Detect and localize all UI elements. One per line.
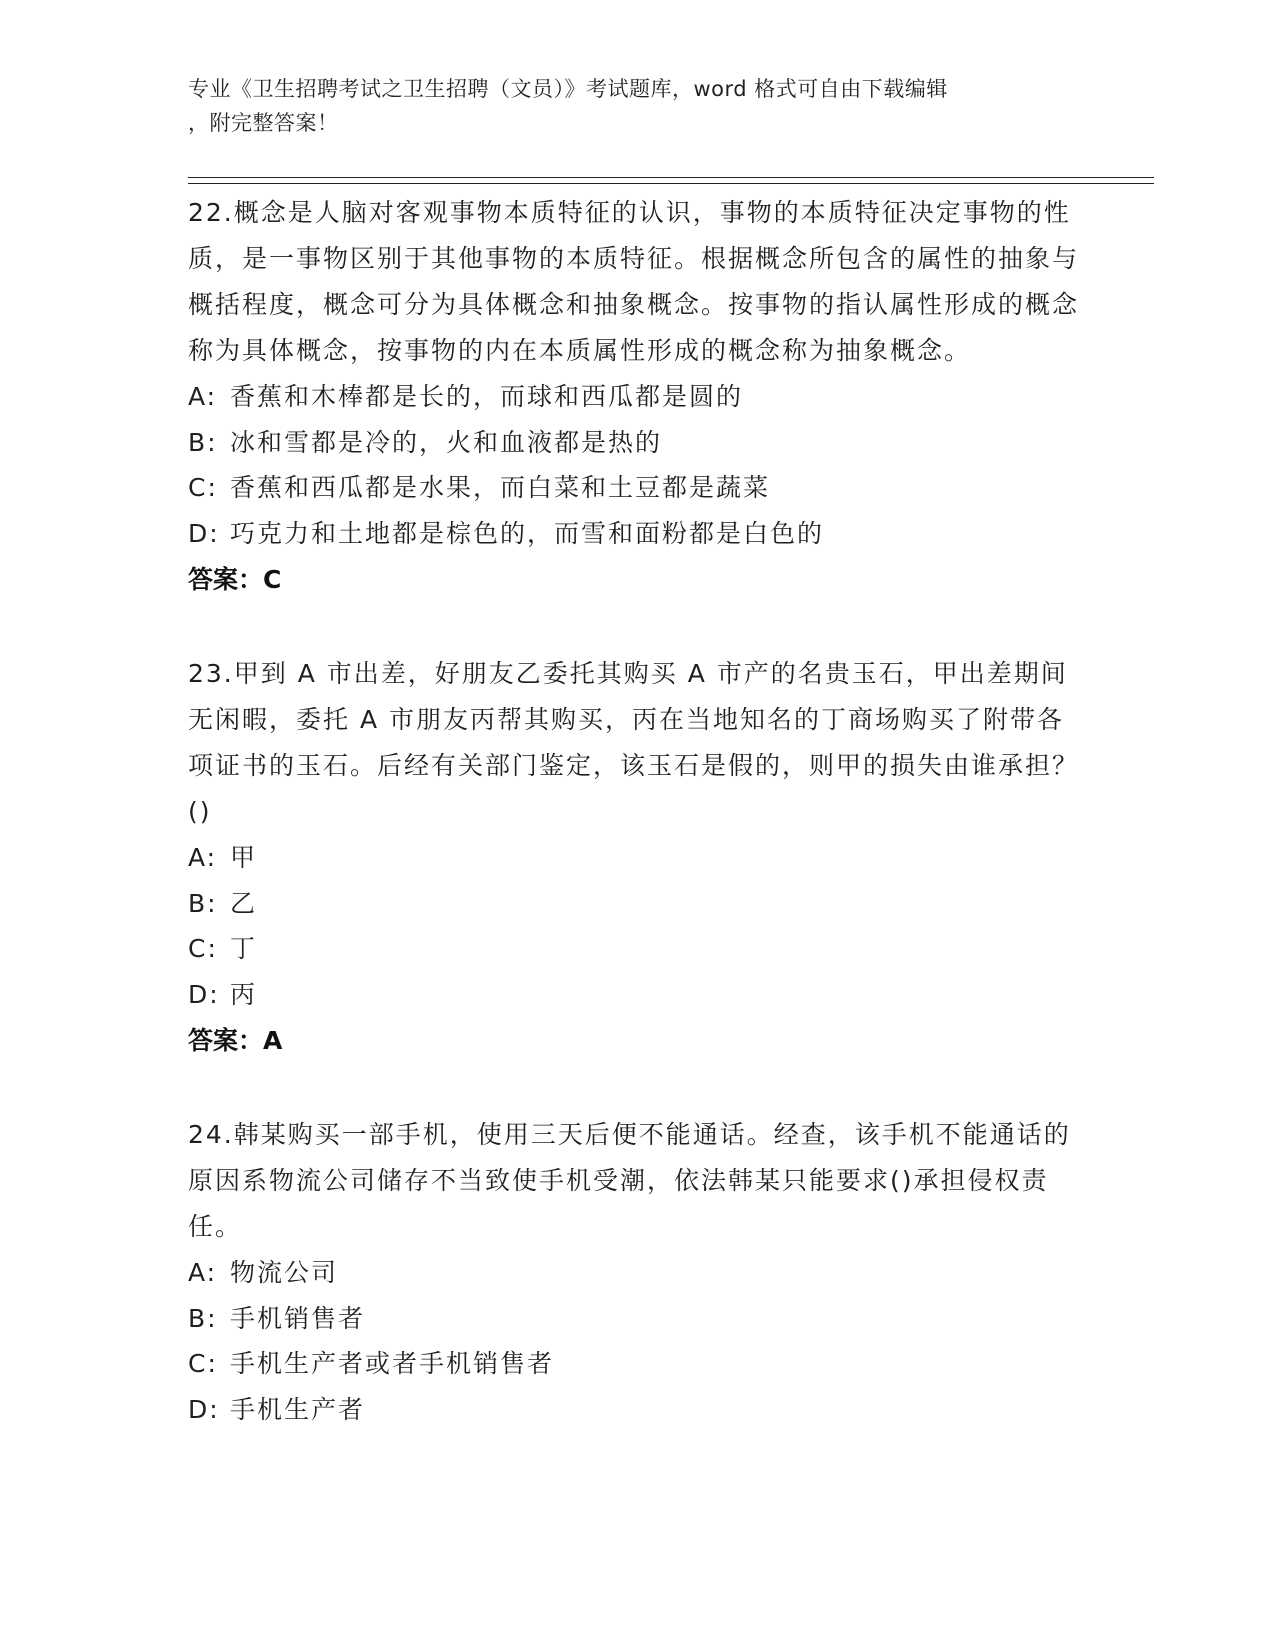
option-key: A:: [188, 382, 218, 411]
option-key: D:: [188, 1394, 220, 1424]
document-header: [188, 72, 1088, 140]
option-text: 冰和雪都是冷的，火和血液都是热的: [230, 427, 663, 457]
option-a: [188, 835, 1088, 881]
question-23: [188, 651, 1088, 1064]
option-key: B:: [188, 888, 218, 918]
option-text: 手机生产者: [230, 1394, 366, 1424]
answer-label: 答案：C: [188, 565, 282, 594]
option-text: 乙: [230, 888, 258, 918]
header-line-2: ，附完整答案！: [188, 111, 339, 135]
option-key: A:: [188, 1258, 218, 1287]
header-rule-top: [188, 177, 1154, 178]
question-text: 22.概念是人脑对客观事物本质特征的认识，事物的本质特征决定事物的性质，是一事物区别于其他事物的本质特征。根据概念所包含的属性的抽象与概括程度，概念可分为具体概念和抽象概念。按事物的指认属性形成的概念称为具体概念，按事物的内在本质属性形成的概念称为抽象概念。: [188, 198, 1080, 365]
option-b: [188, 1296, 1088, 1342]
option-text: 物流公司: [230, 1258, 339, 1287]
question-24: [188, 1112, 1088, 1432]
option-text: 巧克力和土地都是棕色的，而雪和面粉都是白色的: [230, 518, 825, 548]
option-b: [188, 420, 1088, 466]
option-c: [188, 926, 1088, 972]
option-a: [188, 374, 1088, 420]
option-d: [188, 972, 1088, 1018]
question-list: [188, 188, 1088, 1432]
question-text: 23.甲到 A 市出差，好朋友乙委托其购买 A 市产的名贵玉石，甲出差期间无闲暇，委托 A 市朋友丙帮其购买，丙在当地知名的丁商场购买了附带各项证书的玉石。后经有关部门鉴定，该玉石是假的，则甲的损失由谁承担？(): [188, 659, 1080, 826]
option-key: B:: [188, 427, 218, 457]
option-a: [188, 1250, 1088, 1296]
option-key: C:: [188, 1349, 218, 1378]
header-rule-bottom: [188, 183, 1154, 184]
option-c: [188, 465, 1088, 511]
question-22: [188, 190, 1088, 603]
option-text: 香蕉和木棒都是长的，而球和西瓜都是圆的: [230, 382, 744, 411]
option-text: 香蕉和西瓜都是水果，而白菜和土豆都是蔬菜: [230, 473, 771, 502]
spacer: [188, 1064, 1088, 1110]
option-d: [188, 1387, 1088, 1433]
option-key: C:: [188, 473, 218, 502]
option-text: 手机销售者: [230, 1303, 366, 1333]
spacer: [188, 603, 1088, 649]
option-key: B:: [188, 1303, 218, 1333]
option-key: D:: [188, 518, 220, 548]
option-c: [188, 1341, 1088, 1387]
option-text: 手机生产者或者手机销售者: [230, 1349, 555, 1378]
answer-label: 答案：A: [188, 1026, 283, 1055]
option-b: [188, 881, 1088, 927]
header-line-1: 专业《卫生招聘考试之卫生招聘（文员）》考试题库，word 格式可自由下载编辑: [188, 77, 948, 101]
option-text: 丙: [230, 979, 258, 1009]
option-key: C:: [188, 934, 218, 963]
question-text: 24.韩某购买一部手机，使用三天后便不能通话。经查，该手机不能通话的原因系物流公司储存不当致使手机受潮，依法韩某只能要求()承担侵权责任。: [188, 1120, 1071, 1241]
option-key: D:: [188, 979, 220, 1009]
option-d: [188, 511, 1088, 557]
option-text: 甲: [230, 843, 258, 872]
option-key: A:: [188, 843, 218, 872]
option-text: 丁: [230, 934, 258, 963]
